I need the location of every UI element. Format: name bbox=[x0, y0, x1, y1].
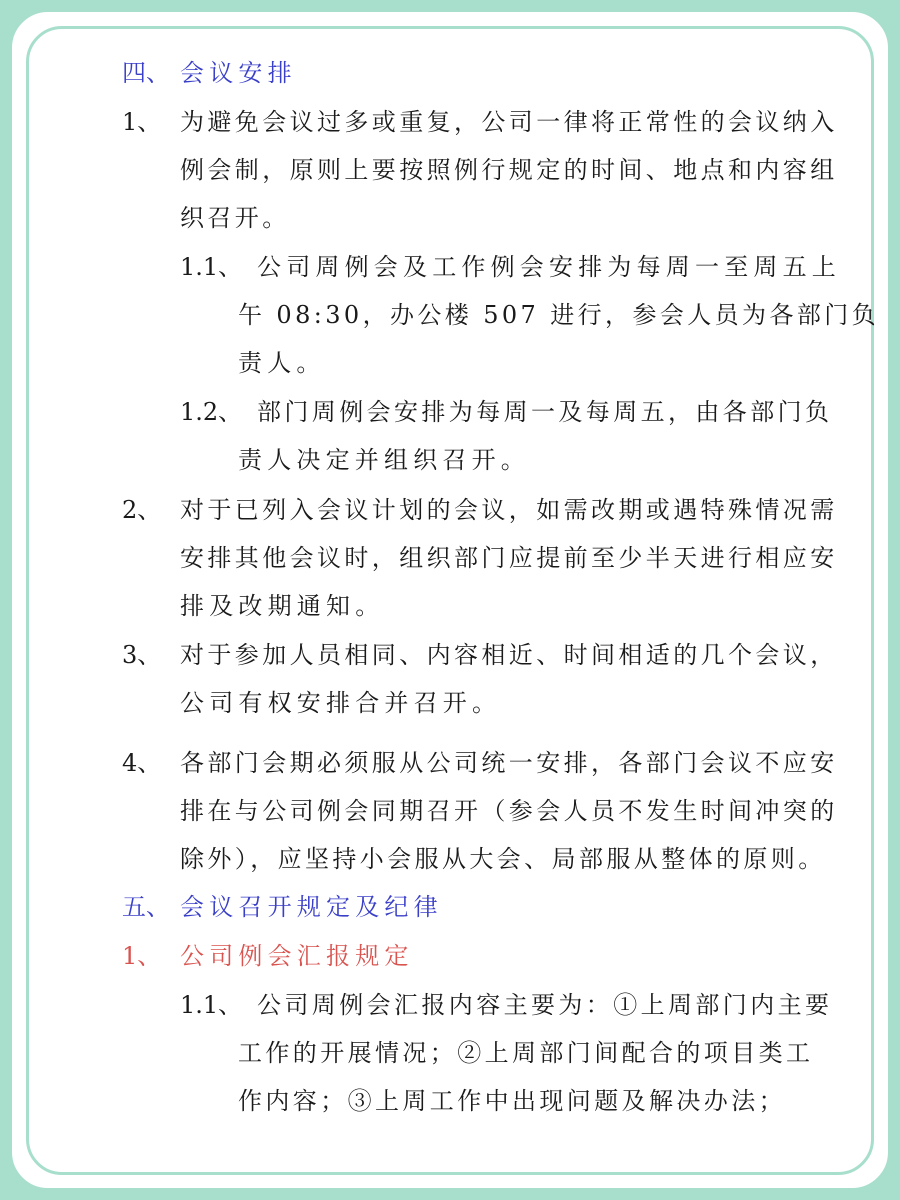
item-2-number: 2、 bbox=[122, 496, 162, 524]
subitem-1-1-line-2: 午 08:30，办公楼 507 进行，参会人员为各部门负 bbox=[238, 301, 880, 329]
subitem-1-2-number: 1.2、 bbox=[180, 398, 243, 426]
section-5-item-1-title: 公司例会汇报规定 bbox=[180, 942, 414, 970]
section-4-title: 会议安排 bbox=[180, 59, 297, 87]
item-3-number: 3、 bbox=[122, 641, 162, 669]
item-3-line-2: 公司有权安排合并召开。 bbox=[180, 689, 502, 717]
item-3-line-1: 对于参加人员相同、内容相近、时间相适的几个会议， bbox=[180, 641, 838, 669]
item-2-line-2: 安排其他会议时，组织部门应提前至少半天进行相应安 bbox=[180, 544, 838, 572]
subitem-1-1-number: 1.1、 bbox=[180, 253, 243, 281]
item-4-line-3: 除外），应坚持小会服从大会、局部服从整体的原则。 bbox=[180, 845, 826, 873]
section-5-item-1-number: 1、 bbox=[122, 942, 162, 970]
item-4-line-2: 排在与公司例会同期召开（参会人员不发生时间冲突的 bbox=[180, 797, 838, 825]
item-4-line-1: 各部门会期必须服从公司统一安排，各部门会议不应安 bbox=[180, 749, 838, 777]
section-5-subitem-1-1-line-1: 公司周例会汇报内容主要为：①上周部门内主要 bbox=[257, 991, 833, 1019]
section-5-subitem-1-1-number: 1.1、 bbox=[180, 991, 243, 1019]
section-5-subitem-1-1-line-2: 工作的开展情况；②上周部门间配合的项目类工 bbox=[238, 1039, 814, 1067]
subitem-1-2-line-2: 责人决定并组织召开。 bbox=[238, 446, 530, 474]
item-2-line-3: 排及改期通知。 bbox=[180, 592, 385, 620]
section-5-subitem-1-1-line-3: 作内容；③上周工作中出现问题及解决办法； bbox=[238, 1087, 786, 1115]
subitem-1-1-line-3: 责人。 bbox=[238, 349, 326, 377]
item-1-number: 1、 bbox=[122, 108, 162, 136]
item-4-number: 4、 bbox=[122, 749, 162, 777]
item-1-line-2: 例会制，原则上要按照例行规定的时间、地点和内容组 bbox=[180, 156, 838, 184]
section-5-title: 会议召开规定及纪律 bbox=[180, 893, 443, 921]
item-2-line-1: 对于已列入会议计划的会议，如需改期或遇特殊情况需 bbox=[180, 496, 838, 524]
section-5-number: 五、 bbox=[122, 893, 170, 921]
section-4-number: 四、 bbox=[122, 59, 170, 87]
item-1-line-3: 织召开。 bbox=[180, 204, 290, 232]
subitem-1-2-line-1: 部门周例会安排为每周一及每周五，由各部门负 bbox=[257, 398, 833, 426]
item-1-line-1: 为避免会议过多或重复，公司一律将正常性的会议纳入 bbox=[180, 108, 838, 136]
subitem-1-1-line-1: 公司周例会及工作例会安排为每周一至周五上 bbox=[257, 253, 841, 281]
